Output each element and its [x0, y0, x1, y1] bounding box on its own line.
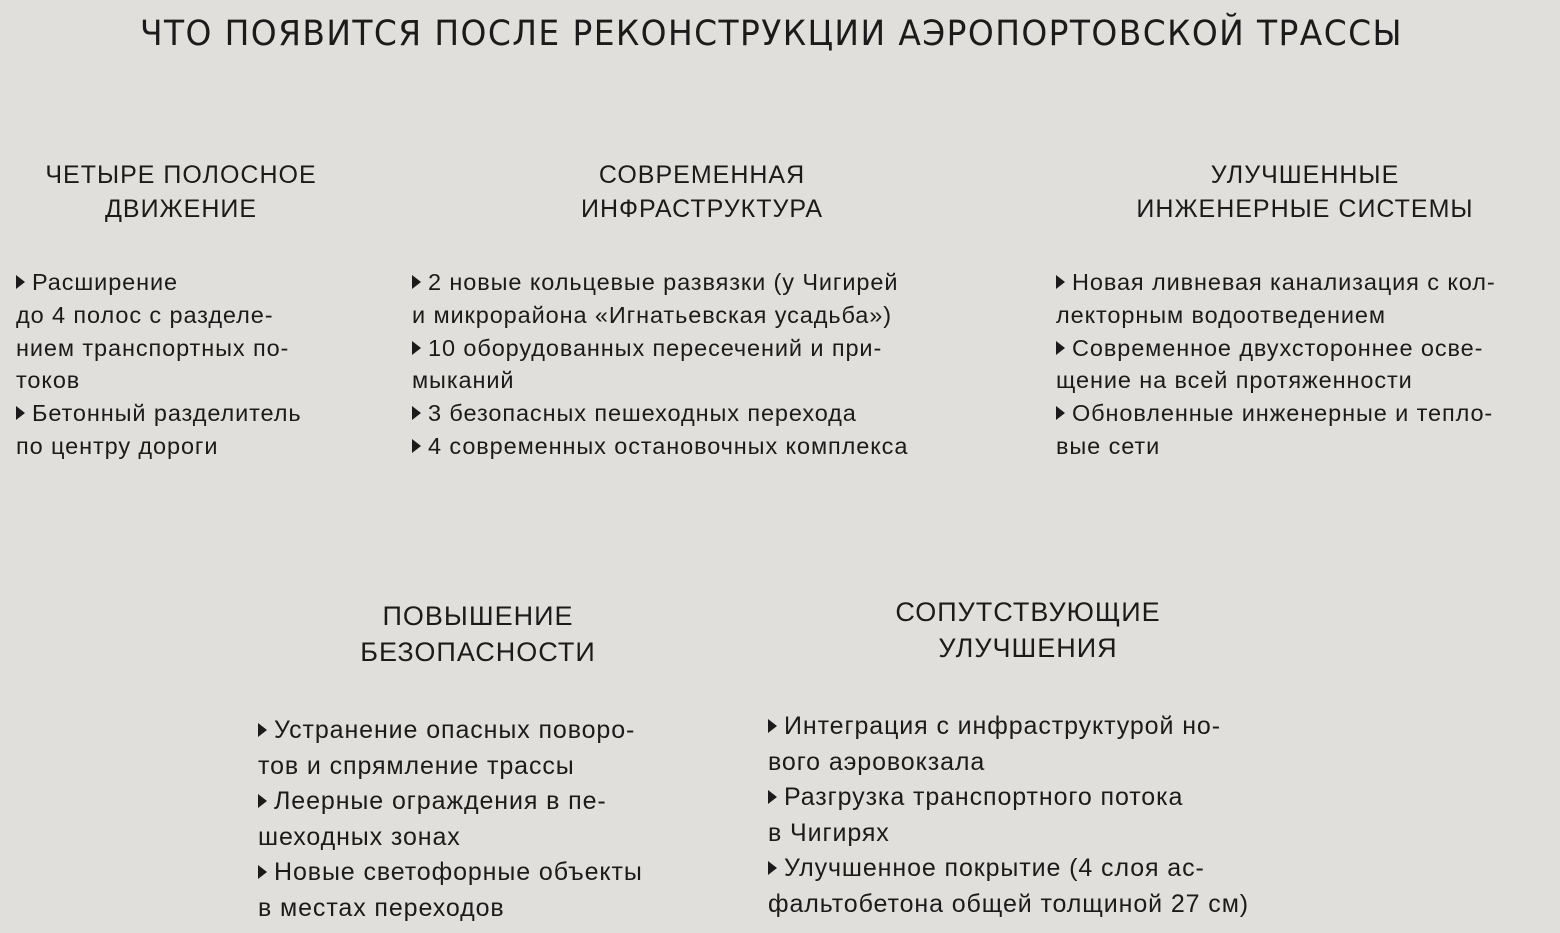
- bullet-text: Новые светофорные объекты: [274, 858, 643, 886]
- bullet-text: Устранение опасных поворо-: [274, 716, 636, 744]
- bullet-triangle-icon: [1056, 406, 1065, 420]
- bullet-line: [768, 851, 1328, 887]
- bullet-line: [258, 749, 708, 785]
- bullet-line: [258, 855, 708, 891]
- bullet-list: [412, 266, 992, 463]
- bullet-line: [1056, 430, 1556, 463]
- bullet-line: [768, 780, 1328, 816]
- bullet-triangle-icon: [16, 406, 25, 420]
- bullet-item: [412, 397, 992, 430]
- bullet-text: вые сети: [1056, 432, 1161, 459]
- heading-line: ЧЕТЫРЕ ПОЛОСНОЕ: [45, 161, 317, 189]
- bullet-text: фальтобетона общей толщиной 27 см): [768, 889, 1250, 918]
- bullet-text: Новая ливневая канализация с кол-: [1072, 269, 1496, 295]
- bullet-item: [258, 855, 708, 926]
- bullet-triangle-icon: [16, 275, 25, 289]
- bullet-line: [16, 430, 356, 463]
- bullet-line: [16, 299, 356, 332]
- bullet-line: [412, 299, 992, 332]
- section-heading: [1056, 158, 1554, 226]
- heading-line: ДВИЖЕНИЕ: [104, 195, 258, 223]
- heading-line: ПОВЫШЕНИЕ: [382, 601, 574, 631]
- bullet-text: в Чигирях: [768, 818, 890, 847]
- bullet-list: [16, 266, 356, 463]
- section-heading: [768, 594, 1288, 666]
- bullet-line: [258, 891, 708, 927]
- bullet-text: Расширение: [32, 269, 179, 295]
- bullet-text: в местах переходов: [258, 893, 505, 922]
- bullet-item: [258, 784, 708, 855]
- bullet-item: [412, 266, 992, 332]
- bullet-item: [412, 332, 992, 398]
- bullet-text: Улучшенное покрытие (4 слоя ас-: [784, 854, 1205, 882]
- bullet-item: [16, 397, 356, 463]
- bullet-triangle-icon: [1056, 341, 1065, 355]
- bullet-text: вого аэровокзала: [768, 747, 986, 776]
- bullet-line: [412, 430, 992, 463]
- bullet-text: нием транспортных по-: [16, 334, 290, 361]
- bullet-text: лекторным водоотведением: [1056, 301, 1386, 328]
- bullet-text: тов и спрямление трассы: [258, 751, 575, 780]
- bullet-text: и микрорайона «Игнатьевская усадьба»): [412, 301, 892, 328]
- bullet-line: [1056, 332, 1556, 365]
- bullet-list: [768, 709, 1328, 922]
- bullet-text: шеходных зонах: [258, 822, 461, 851]
- bullet-line: [16, 266, 356, 299]
- heading-line: ИНФРАСТРУКТУРА: [580, 195, 824, 223]
- bullet-triangle-icon: [258, 723, 267, 737]
- bullet-text: Современное двухстороннее осве-: [1072, 334, 1484, 361]
- section-heading: [412, 158, 992, 226]
- bullet-line: [412, 397, 992, 430]
- section-related-improvements: [768, 594, 1328, 922]
- bullet-item: [1056, 332, 1556, 398]
- bullet-text: Бетонный разделитель: [32, 400, 302, 426]
- bullet-item: [258, 713, 708, 784]
- bullet-line: [16, 397, 356, 430]
- bullet-line: [16, 332, 356, 365]
- bullet-line: [1056, 397, 1556, 430]
- bullet-triangle-icon: [412, 341, 421, 355]
- bullet-text: Разгрузка транспортного потока: [784, 783, 1184, 811]
- page-title: ЧТО ПОЯВИТСЯ ПОСЛЕ РЕКОНСТРУКЦИИ АЭРОПОРТОВСКОЙ ТРАССЫ: [140, 14, 1403, 54]
- bullet-triangle-icon: [1056, 275, 1065, 289]
- heading-line: УЛУЧШЕНИЯ: [938, 633, 1118, 663]
- heading-line: УЛУЧШЕННЫЕ: [1210, 161, 1400, 189]
- bullet-triangle-icon: [258, 865, 267, 879]
- bullet-text: 3 безопасных пешеходных перехода: [428, 400, 857, 426]
- bullet-triangle-icon: [768, 719, 777, 733]
- bullet-item: [768, 709, 1328, 780]
- section-four-lane-traffic: [16, 158, 356, 463]
- bullet-triangle-icon: [412, 275, 421, 289]
- section-engineering-systems: [1056, 158, 1556, 463]
- section-safety: [258, 598, 708, 926]
- section-modern-infrastructure: [412, 158, 992, 463]
- bullet-triangle-icon: [258, 794, 267, 808]
- bullet-text: 2 новые кольцевые развязки (у Чигирей: [428, 269, 899, 295]
- bullet-list: [1056, 266, 1556, 463]
- heading-line: БЕЗОПАСНОСТИ: [360, 637, 596, 667]
- bullet-line: [412, 266, 992, 299]
- bullet-text: 10 оборудованных пересечений и при-: [428, 334, 883, 361]
- bullet-item: [768, 851, 1328, 922]
- bullet-triangle-icon: [768, 861, 777, 875]
- bullet-text: по центру дороги: [16, 432, 219, 459]
- heading-line: СОПУТСТВУЮЩИЕ: [895, 597, 1161, 627]
- bullet-line: [412, 364, 992, 397]
- bullet-line: [768, 745, 1328, 781]
- bullet-line: [768, 709, 1328, 745]
- bullet-text: мыканий: [412, 367, 515, 394]
- bullet-line: [258, 713, 708, 749]
- bullet-item: [1056, 397, 1556, 463]
- bullet-line: [1056, 364, 1556, 397]
- bullet-text: токов: [16, 367, 81, 394]
- bullet-text: щение на всей протяженности: [1056, 367, 1413, 394]
- bullet-line: [412, 332, 992, 365]
- bullet-line: [768, 816, 1328, 852]
- bullet-text: Интеграция с инфраструктурой но-: [784, 712, 1221, 740]
- bullet-triangle-icon: [768, 790, 777, 804]
- bullet-line: [258, 820, 708, 856]
- heading-line: СОВРЕМЕННАЯ: [598, 161, 806, 189]
- bullet-item: [1056, 266, 1556, 332]
- bullet-text: Леерные ограждения в пе-: [274, 787, 607, 815]
- bullet-line: [258, 784, 708, 820]
- bullet-line: [768, 887, 1328, 923]
- bullet-text: до 4 полос с разделе-: [16, 301, 274, 328]
- bullet-line: [16, 364, 356, 397]
- bullet-text: Обновленные инженерные и тепло-: [1072, 400, 1494, 426]
- section-heading: [16, 158, 346, 226]
- section-heading: [258, 598, 698, 670]
- bullet-line: [1056, 299, 1556, 332]
- bullet-item: [768, 780, 1328, 851]
- bullet-list: [258, 713, 708, 926]
- bullet-text: 4 современных остановочных комплекса: [428, 432, 909, 459]
- bullet-line: [1056, 266, 1556, 299]
- bullet-item: [412, 430, 992, 463]
- heading-line: ИНЖЕНЕРНЫЕ СИСТЕМЫ: [1136, 195, 1474, 223]
- bullet-triangle-icon: [412, 439, 421, 453]
- bullet-item: [16, 266, 356, 397]
- bullet-triangle-icon: [412, 406, 421, 420]
